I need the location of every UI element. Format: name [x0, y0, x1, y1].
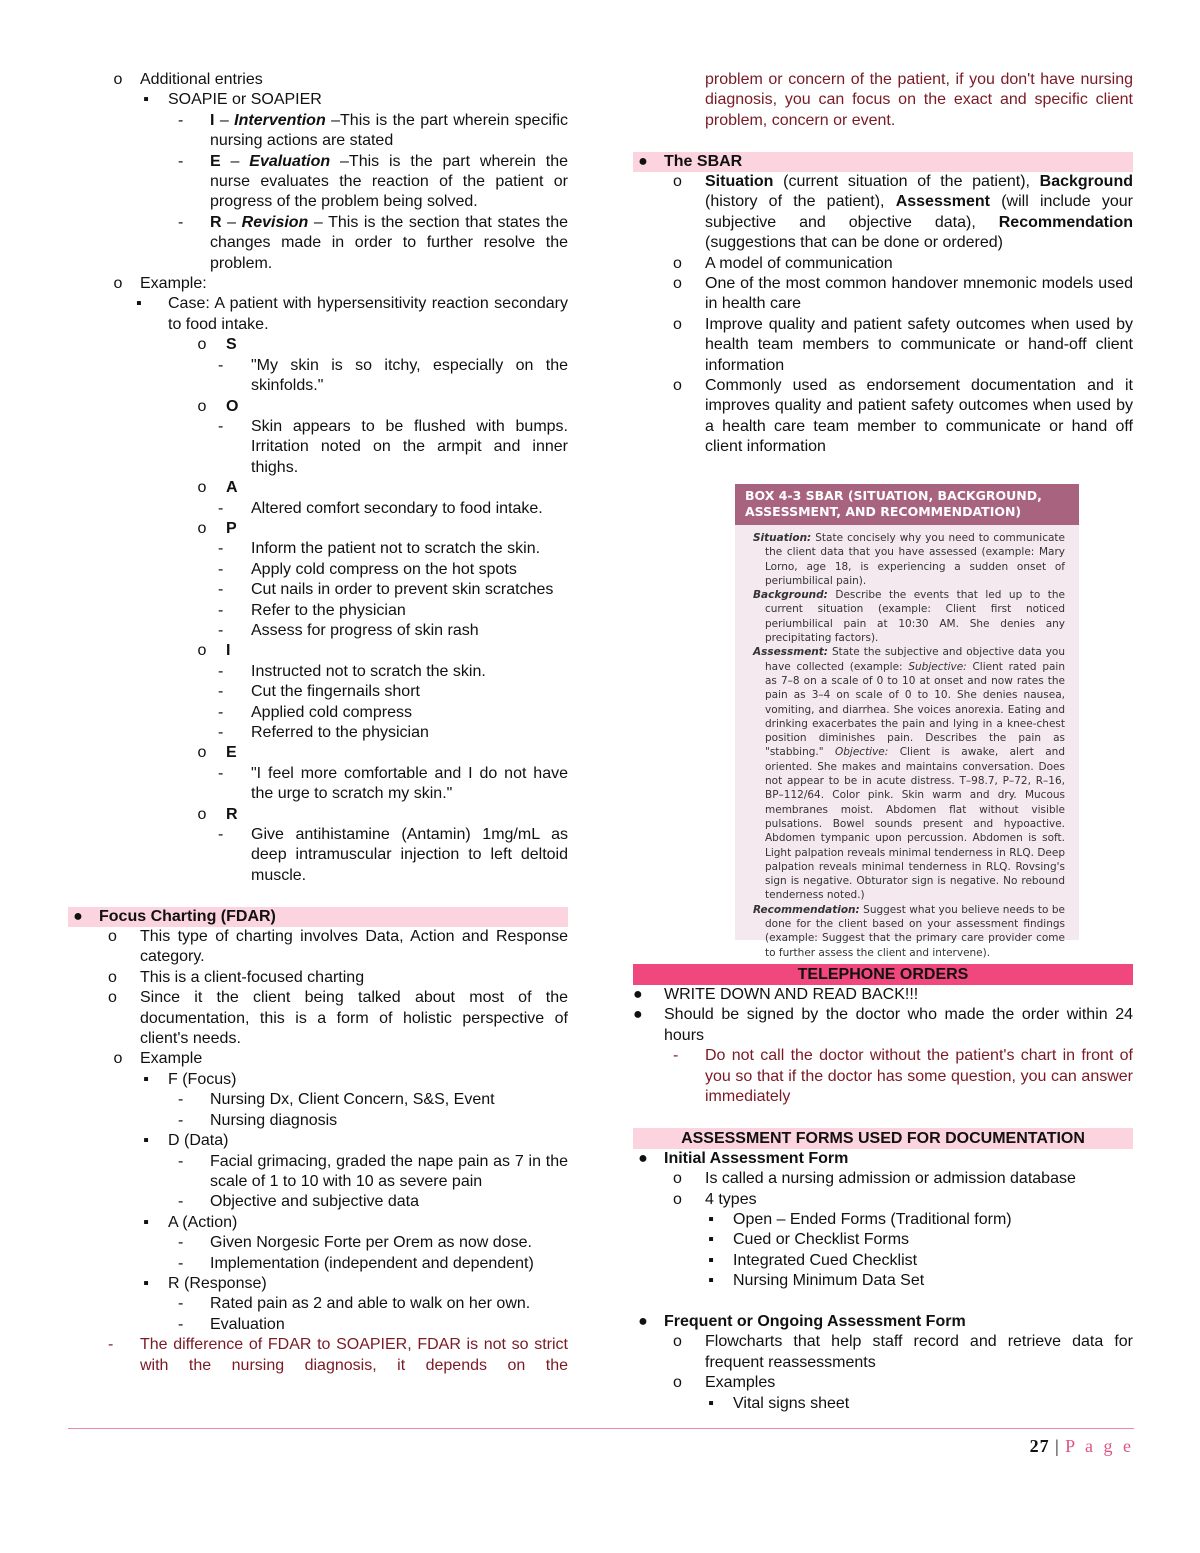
dash-bullet-icon: -: [218, 540, 224, 558]
dash-bullet-icon: -: [218, 417, 224, 435]
round-bullet-icon: ●: [638, 1313, 648, 1331]
page-number: 27 | P a g e: [1029, 1436, 1134, 1456]
list-item: o This type of charting involves Data, Action and Response category.: [108, 928, 568, 966]
list-item: ▪ Cued or Checklist Forms: [633, 1230, 1133, 1250]
circle-bullet-icon: o: [197, 805, 207, 823]
dash-bullet-icon: -: [178, 1315, 184, 1333]
circle-bullet-icon: o: [197, 744, 207, 762]
section-heading-assessment-forms: ASSESSMENT FORMS USED FOR DOCUMENTATION: [633, 1128, 1133, 1149]
list-item: - Evaluation: [68, 1315, 568, 1335]
round-bullet-icon: ●: [633, 986, 643, 1003]
circle-bullet-icon: o: [197, 479, 207, 497]
dash-bullet-icon: -: [178, 1152, 184, 1170]
dash-bullet-icon: -: [178, 1091, 184, 1109]
dash-bullet-icon: -: [218, 601, 224, 619]
circle-bullet-icon: o: [673, 173, 682, 191]
round-bullet-icon: ●: [638, 152, 648, 170]
dash-bullet-icon: -: [218, 621, 224, 639]
section-heading-sbar: ● The SBAR: [633, 152, 1133, 172]
dash-bullet-icon: -: [218, 683, 224, 701]
sbar-box-image: [735, 484, 1079, 959]
square-bullet-icon: ▪: [708, 1394, 714, 1412]
frequent-assessment-heading: ● Frequent or Ongoing Assessment Form: [633, 1312, 1133, 1332]
dash-bullet-icon: -: [108, 1336, 114, 1354]
sbar-definition: o Situation (current situation of the patient), Background (history of the patient), Assessment (will include your subjective and objective data), Recommendation (suggestions that can be done or ordered): [673, 173, 1133, 252]
circle-bullet-icon: o: [673, 275, 682, 293]
circle-bullet-icon: o: [673, 315, 682, 333]
square-bullet-icon: ▪: [143, 1132, 149, 1150]
list-item: ▪ Integrated Cued Checklist: [633, 1251, 1133, 1271]
sbar-box-situation: Situation: State concisely why you need to communicate the client data that you have assessed (example: Mary Lorno, age 18, is experiencing a sudden onset of periumbilical pain).: [753, 532, 1065, 587]
section-heading-fdar: ● Focus Charting (FDAR): [68, 907, 568, 927]
square-bullet-icon: ▪: [708, 1231, 714, 1249]
list-item: o A model of communication: [633, 254, 1133, 274]
list-item: o Additional entries: [68, 70, 568, 90]
soapier-revision-item: - R – Revision – This is the section that states the changes made in order to further resolve the problem.: [178, 213, 568, 272]
dash-bullet-icon: -: [218, 724, 224, 741]
circle-bullet-icon: o: [113, 275, 123, 293]
dash-bullet-icon: -: [178, 1254, 184, 1272]
list-item: o Commonly used as endorsement documentation and it improves quality and patient safety outcomes when used by a health care team member to communicate or hand off client information: [673, 377, 1133, 456]
dash-bullet-icon: -: [218, 662, 224, 680]
square-bullet-icon: ▪: [136, 295, 142, 313]
fdar-focus: ▪ F (Focus): [68, 1070, 568, 1090]
list-item: o One of the most common handover mnemonic models used in health care: [673, 275, 1133, 313]
square-bullet-icon: ▪: [143, 1070, 149, 1088]
round-bullet-icon: ●: [633, 1006, 643, 1024]
dash-bullet-icon: -: [178, 1193, 184, 1211]
right-column: [633, 70, 1133, 458]
circle-bullet-icon: o: [673, 1374, 682, 1392]
list-item: o Flowcharts that help staff record and retrieve data for frequent reassessments: [673, 1333, 1133, 1371]
circle-bullet-icon: o: [197, 642, 207, 660]
sbar-box-assessment: Assessment: State the subjective and objective data you have collected (example: Subjective: Client rated pain as 7–8 on a scale of 0 to 10 at onset and now rates the pain as 3–4 on scale of 0 to 10. She denies nausea, vomiting, and diarrhea. She voices anorexia. Eating and drinking exacerbates the pain and lying in a knee-chest position diminishes pain. Describes the pain as "stabbing." Objective: Client is awake, alert and oriented. She makes and maintains conversation. Does not appear to be in acute distress. T–98.7, P–72, R–16, BP–112/64. Color pink. Skin warm and dry. Mucous membranes moist. Abdomen flat without visible pulsations. Bowel sounds present and hypoactive. Abdomen tympanic upon percussion. Abdomen is soft. Light palpation reveals minimal tenderness in RLQ. Deep palpation reveals minimal tenderness in RLQ. Rovsing's sign is negative. Obturator sign is negative. No rebound tenderness noted.): [753, 646, 1065, 902]
square-bullet-icon: ▪: [143, 91, 149, 109]
list-item: ▪ Open – Ended Forms (Traditional form): [633, 1210, 1133, 1230]
square-bullet-icon: ▪: [708, 1272, 714, 1290]
sbar-box-title: BOX 4-3 SBAR (SITUATION, BACKGROUND, ASSESSMENT, AND RECOMMENDATION): [735, 484, 1079, 525]
dash-bullet-icon: -: [218, 764, 224, 782]
list-item: o Is called a nursing admission or admission database: [633, 1169, 1133, 1189]
list-item: - Cut nails in order to prevent skin scratches: [68, 580, 568, 600]
list-item: - "My skin is so itchy, especially on the skinfolds.": [218, 356, 568, 395]
circle-bullet-icon: o: [673, 377, 682, 395]
dash-bullet-icon: -: [218, 581, 224, 599]
circle-bullet-icon: o: [197, 519, 207, 537]
list-item: ▪ Nursing Minimum Data Set: [633, 1271, 1133, 1291]
circle-bullet-icon: o: [673, 254, 682, 272]
dash-bullet-icon: -: [218, 499, 224, 517]
soapier-letter-o: o O: [68, 397, 568, 417]
circle-bullet-icon: o: [108, 968, 117, 986]
list-item: o Since it the client being talked about most of the documentation, this is a form of holistic perspective of client's needs.: [108, 989, 568, 1048]
dash-bullet-icon: -: [178, 1111, 184, 1129]
circle-bullet-icon: o: [108, 989, 117, 1007]
list-item: - Referred to the physician: [68, 723, 568, 743]
square-bullet-icon: ▪: [708, 1211, 714, 1229]
list-item: - Nursing diagnosis: [68, 1111, 568, 1131]
list-item: o Examples: [633, 1373, 1133, 1393]
list-item: - Instructed not to scratch the skin.: [68, 662, 568, 682]
list-item: - "I feel more comfortable and I do not have the urge to scratch my skin.": [218, 764, 568, 803]
list-item: o This is a client-focused charting: [68, 968, 568, 988]
soapier-letter-s: o S: [68, 335, 568, 355]
dash-bullet-icon: -: [178, 1295, 184, 1313]
dash-bullet-icon: -: [218, 826, 224, 844]
list-item: - Facial grimacing, graded the nape pain as 7 in the scale of 1 to 10 with 10 as severe pain: [178, 1152, 568, 1190]
dash-bullet-icon: -: [178, 213, 184, 231]
sbar-box-recommendation: Recommendation: Suggest what you believe needs to be done for the client based on your assessment findings (example: Suggest that the primary care provider come to further assess the client and intervene).: [753, 903, 1065, 959]
telephone-note: - Do not call the doctor without the patient's chart in front of you so that if the doctor has some question, you can answer immediately: [673, 1047, 1133, 1106]
list-item: - Apply cold compress on the hot spots: [68, 560, 568, 580]
list-item: ● Should be signed by the doctor who made the order within 24 hours: [633, 1006, 1133, 1044]
initial-assessment-heading: ● Initial Assessment Form: [633, 1149, 1133, 1169]
list-item: - Applied cold compress: [68, 703, 568, 723]
footer-divider: [68, 1428, 1134, 1429]
list-item: - Refer to the physician: [68, 601, 568, 621]
list-item: - Cut the fingernails short: [68, 682, 568, 702]
left-column: [68, 70, 568, 1376]
dash-bullet-icon: -: [178, 1234, 184, 1252]
list-item: - Objective and subjective data: [68, 1192, 568, 1212]
list-item: - Implementation (independent and dependent): [68, 1254, 568, 1274]
circle-bullet-icon: o: [197, 336, 207, 354]
list-item: - Inform the patient not to scratch the skin.: [68, 539, 568, 559]
sbar-box-background: Background: Describe the events that led up to the current situation (example: Client first noticed periumbilical pain at 10:30 AM. She denies any precipitating factors).: [753, 589, 1065, 645]
list-item: o Example:: [68, 274, 568, 294]
dash-bullet-icon: -: [218, 560, 224, 578]
dash-bullet-icon: -: [218, 703, 224, 721]
fdar-difference-continuation: problem or concern of the patient, if you don't have nursing diagnosis, you can focus on the exact and specific client problem, concern or event.: [705, 71, 1133, 129]
soapier-letter-i: o I: [68, 641, 568, 661]
case-item: ▪ Case: A patient with hypersensitivity reaction secondary to food intake.: [136, 295, 568, 333]
dash-bullet-icon: -: [178, 111, 184, 129]
soapier-letter-p: o P: [68, 519, 568, 539]
circle-bullet-icon: o: [113, 71, 123, 88]
list-item: o 4 types: [633, 1190, 1133, 1210]
list-item: o Example: [68, 1049, 568, 1069]
soapier-letter-a: o A: [68, 478, 568, 498]
soapier-evaluation-item: - E – Evaluation –This is the part wherein the nurse evaluates the reaction of the patient or progress of the problem being solved.: [178, 152, 568, 211]
list-item: - Nursing Dx, Client Concern, S&S, Event: [68, 1090, 568, 1110]
right-column-lower: [633, 964, 1133, 1414]
list-item: - Altered comfort secondary to food intake.: [68, 499, 568, 519]
square-bullet-icon: ▪: [143, 1274, 149, 1292]
list-item: - Given Norgesic Forte per Orem as now dose.: [68, 1233, 568, 1253]
fdar-action: ▪ A (Action): [68, 1213, 568, 1233]
list-item: - Give antihistamine (Antamin) 1mg/mL as deep intramuscular injection to left deltoid muscle.: [218, 826, 568, 884]
list-item: o Improve quality and patient safety outcomes when used by health team members to communicate or hand-off client information: [673, 315, 1133, 374]
circle-bullet-icon: o: [197, 397, 207, 415]
soapier-letter-e: o E: [68, 743, 568, 763]
circle-bullet-icon: o: [113, 1050, 123, 1068]
circle-bullet-icon: o: [673, 1170, 682, 1188]
dash-bullet-icon: -: [218, 356, 224, 374]
soapier-letter-r: o R: [68, 805, 568, 825]
round-bullet-icon: ●: [638, 1149, 648, 1167]
dash-bullet-icon: -: [178, 152, 184, 170]
list-item: ● WRITE DOWN AND READ BACK!!!: [633, 985, 1133, 1005]
dash-bullet-icon: -: [673, 1047, 679, 1065]
fdar-response: ▪ R (Response): [68, 1274, 568, 1294]
square-bullet-icon: ▪: [143, 1213, 149, 1231]
circle-bullet-icon: o: [673, 1190, 682, 1208]
circle-bullet-icon: o: [108, 928, 117, 946]
fdar-difference-note: - The difference of FDAR to SOAPIER, FDAR is not so strict with the nursing diagnosis, it depends on the: [108, 1336, 568, 1374]
soapier-intervention-item: - I – Intervention –This is the part wherein specific nursing actions are stated: [178, 111, 568, 150]
circle-bullet-icon: o: [673, 1333, 682, 1351]
list-item: ▪ Vital signs sheet: [633, 1394, 1133, 1414]
fdar-data: ▪ D (Data): [68, 1131, 568, 1151]
list-item: ▪ SOAPIE or SOAPIER: [68, 90, 568, 110]
list-item: - Assess for progress of skin rash: [68, 621, 568, 641]
list-item: - Rated pain as 2 and able to walk on her own.: [68, 1294, 568, 1314]
section-heading-telephone-orders: TELEPHONE ORDERS: [633, 964, 1133, 985]
list-item: - Skin appears to be flushed with bumps. Irritation noted on the armpit and inner thighs.: [218, 417, 568, 476]
round-bullet-icon: ●: [73, 907, 83, 925]
square-bullet-icon: ▪: [708, 1251, 714, 1269]
